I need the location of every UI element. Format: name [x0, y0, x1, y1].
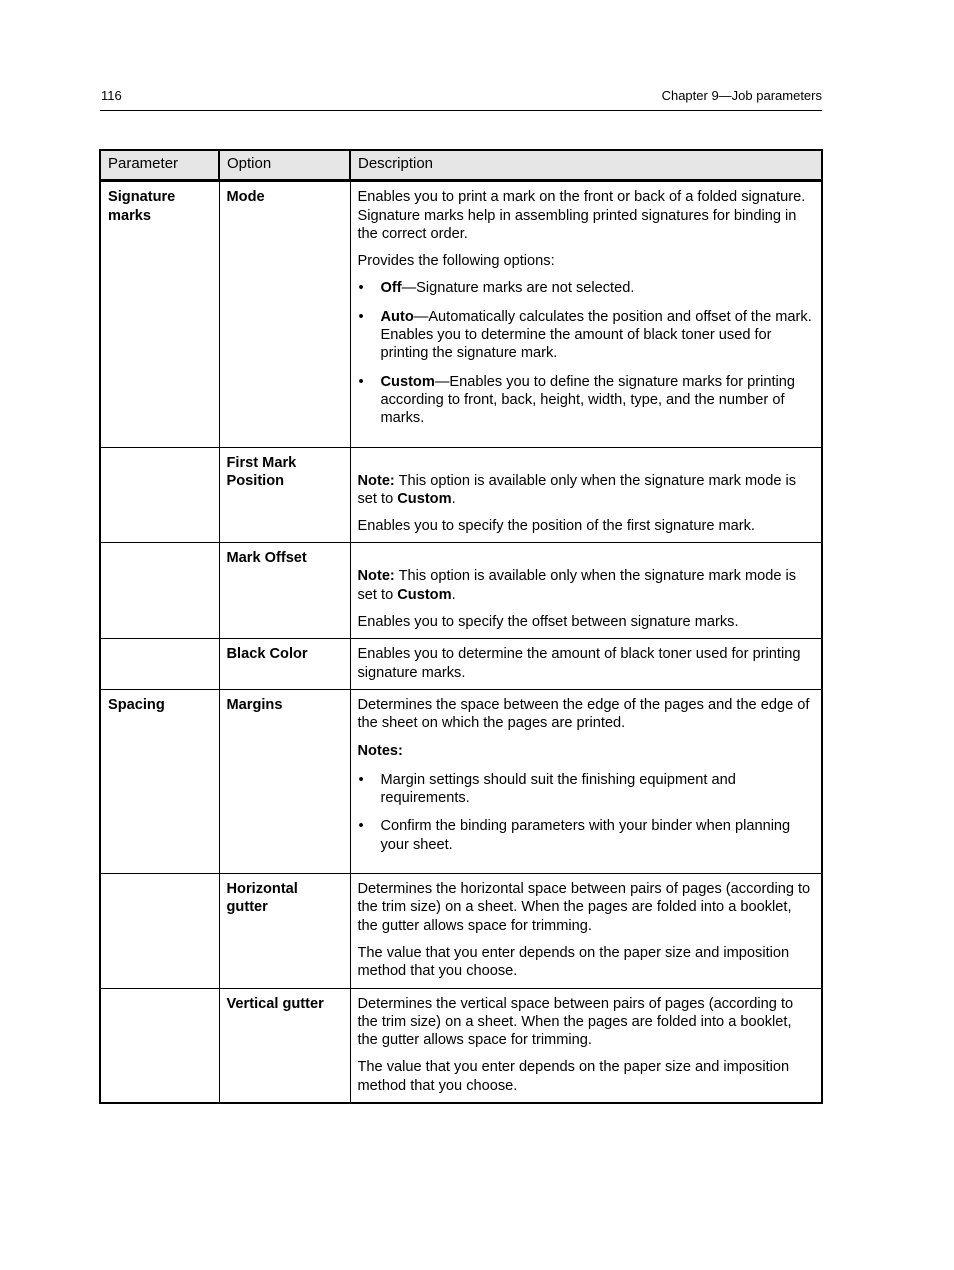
table-row: [100, 639, 822, 690]
table-row: [100, 543, 822, 639]
description-cell: [350, 543, 822, 639]
column-header-description: Description: [350, 150, 822, 181]
note-term: Custom: [397, 490, 452, 507]
parameter-cell: Signature marks: [100, 181, 219, 447]
description-text: Provides the following options:: [357, 253, 555, 270]
notes-label: Notes:: [357, 742, 403, 759]
table-row: [100, 181, 822, 447]
parameter-cell: [100, 639, 219, 690]
table-row: [100, 874, 822, 988]
option-cell: Margins: [219, 689, 350, 873]
note-label: Note:: [357, 568, 395, 585]
table-row: [100, 447, 822, 543]
description-text: Determines the horizontal space between pairs of pages (according to the trim size) on a sheet. When the pages are folded into a booklet, the gutter allows space for trimming.: [357, 881, 811, 934]
description-text: Determines the space between the edge of the pages and the edge of the sheet on which the pages are printed.: [357, 696, 810, 732]
option-cell: Horizontal gutter: [219, 874, 350, 988]
parameter-cell: [100, 874, 219, 988]
option-cell: Mark Offset: [219, 543, 350, 639]
description-text: Enables you to specify the offset between signature marks.: [357, 614, 739, 631]
note-text: Note: This option is available only when the signature mark mode is set to Custom.: [357, 472, 797, 507]
option-term: Custom: [380, 373, 435, 390]
notes-list: [358, 771, 815, 854]
list-item: • Margin settings should suit the finishing equipment and requirements.: [358, 771, 815, 808]
option-cell: Black Color: [219, 639, 350, 690]
option-term: Off: [380, 280, 402, 297]
option-term: Auto: [380, 308, 414, 325]
option-text: —Automatically calculates the position and offset of the mark. Enables you to determine the amount of black toner used for printing the signature mark.: [380, 308, 812, 362]
description-cell: [350, 639, 822, 690]
description-cell: [350, 181, 822, 447]
description-text: Determines the vertical space between pairs of pages (according to the trim size) on a sheet. When the pages are folded into a booklet, the gutter allows space for trimming.: [357, 995, 794, 1049]
page-header: [100, 88, 822, 111]
parameter-cell: Spacing: [100, 689, 219, 873]
options-list: [358, 279, 815, 427]
page-number: 116: [101, 88, 122, 103]
parameter-cell: [100, 447, 219, 543]
chapter-title: Chapter 9—Job parameters: [661, 88, 822, 103]
note-term: Custom: [397, 586, 452, 603]
description-text: Enables you to specify the position of the first signature mark.: [357, 518, 755, 535]
column-header-parameter: Parameter: [100, 150, 219, 181]
column-header-option: Option: [219, 150, 350, 181]
option-text: —Signature marks are not selected.: [401, 280, 635, 297]
parameters-table: [99, 149, 823, 1104]
description-cell: [350, 874, 822, 988]
description-cell: [350, 988, 822, 1103]
note-label: Note:: [357, 472, 395, 489]
note-text: Note: This option is available only when the signature mark mode is set to Custom.: [357, 568, 797, 603]
list-item: • Confirm the binding parameters with your binder when planning your sheet.: [358, 817, 815, 854]
description-cell: [350, 689, 822, 873]
description-text: Enables you to determine the amount of black toner used for printing signature marks.: [357, 646, 801, 681]
table-header-row: [100, 150, 822, 181]
description-text: The value that you enter depends on the paper size and imposition method that you choose.: [357, 944, 790, 980]
description-text: Enables you to print a mark on the front or back of a folded signature. Signature marks help in assembling printed signatures for binding in the correct order.: [357, 189, 806, 242]
description-cell: [350, 447, 822, 543]
list-item: [358, 373, 815, 428]
parameter-cell: [100, 543, 219, 639]
list-item: [358, 279, 815, 297]
list-item: [358, 308, 815, 363]
table-row: [100, 689, 822, 873]
option-cell: Mode: [219, 181, 350, 447]
description-text: The value that you enter depends on the paper size and imposition method that you choose.: [357, 1059, 790, 1094]
option-cell: First Mark Position: [219, 447, 350, 543]
table-row: [100, 988, 822, 1103]
option-text: —Enables you to define the signature marks for printing according to front, back, height, width, type, and the number of marks.: [380, 373, 796, 427]
option-cell: Vertical gutter: [219, 988, 350, 1103]
parameter-cell: [100, 988, 219, 1103]
